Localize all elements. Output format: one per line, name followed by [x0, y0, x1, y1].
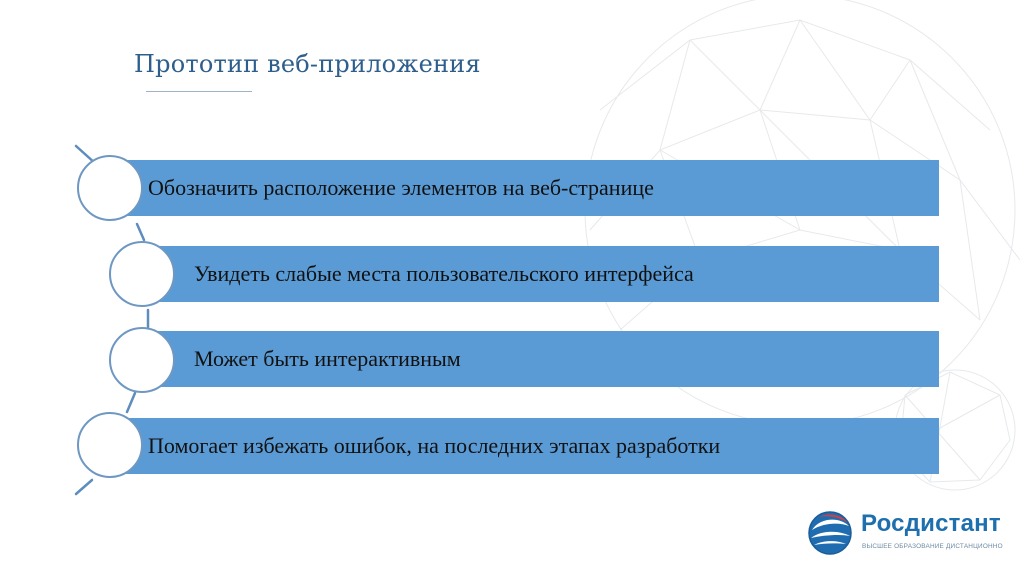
list-item-text: Обозначить расположение элементов на веб-странице: [148, 175, 654, 200]
list-item-marker: [109, 241, 175, 307]
list-item: [100, 160, 939, 216]
logo-wordmark: Росдистант: [861, 510, 1001, 537]
rosdistant-logo: [805, 508, 1005, 558]
list-item-text: Помогает избежать ошибок, на последних этапах разработки: [148, 433, 721, 458]
list-item-marker: [77, 155, 143, 221]
globe-icon: [805, 508, 855, 558]
list-item: [100, 418, 939, 474]
list-item-marker: [109, 327, 175, 393]
list-item-text: Может быть интерактивным: [194, 346, 461, 371]
list-item-marker: [77, 412, 143, 478]
page-title: Прототип веб-приложения: [134, 50, 481, 78]
list-item-text: Увидеть слабые места пользовательского интерфейса: [194, 261, 694, 286]
logo-tagline: ВЫСШЕЕ ОБРАЗОВАНИЕ ДИСТАНЦИОННО: [862, 543, 1003, 550]
list-item: [138, 331, 939, 387]
list-item: [138, 246, 939, 302]
